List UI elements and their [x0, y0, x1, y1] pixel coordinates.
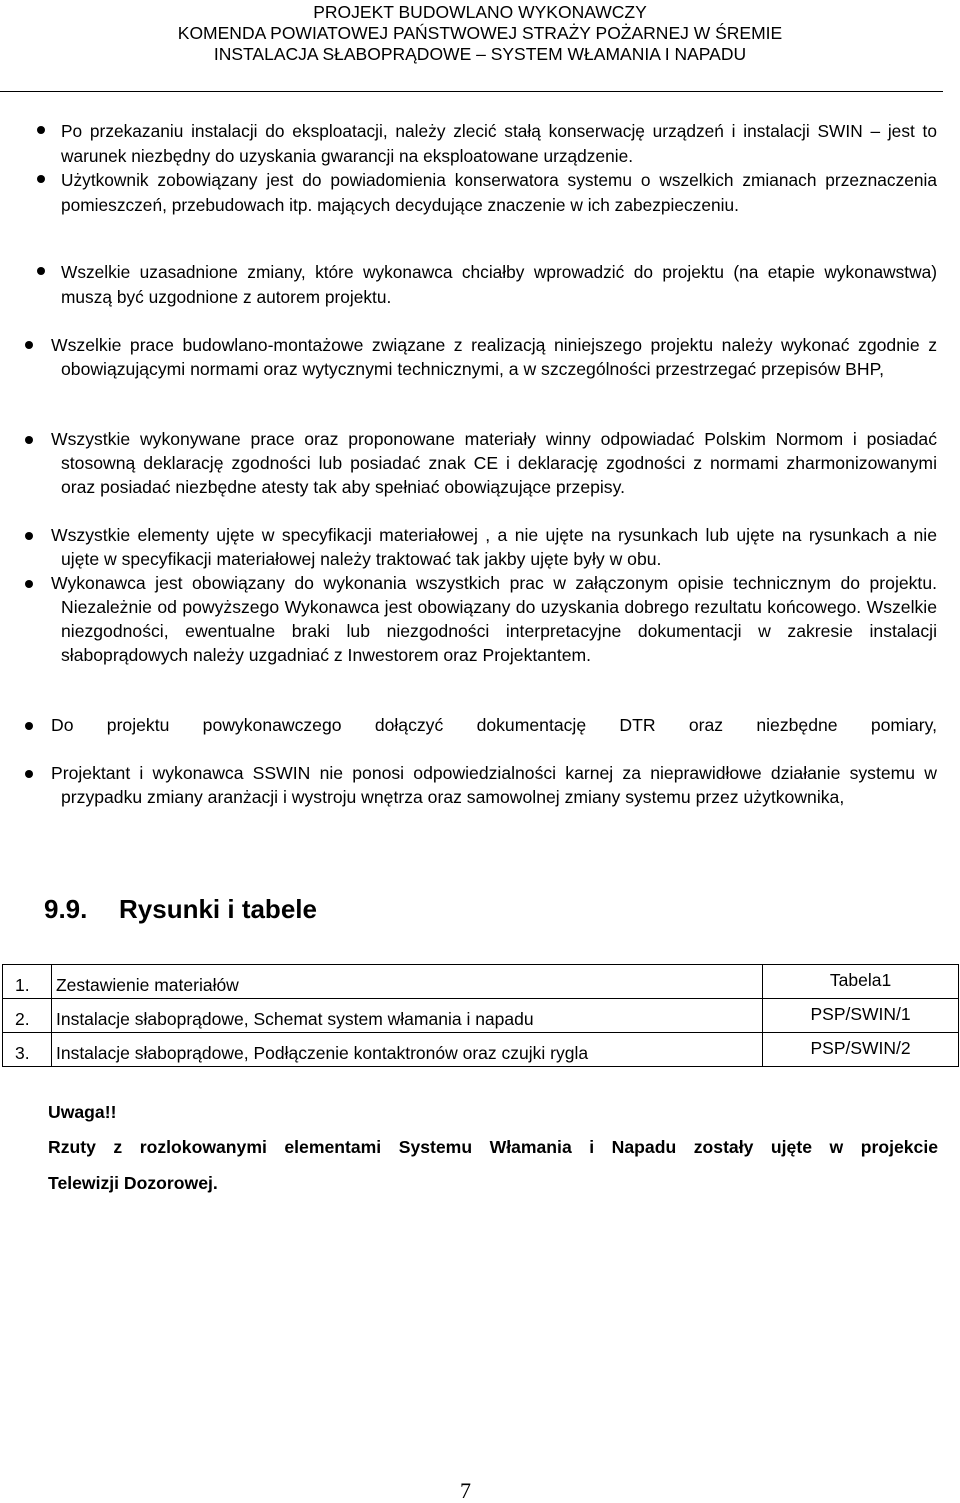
document-header	[0, 2, 960, 65]
table-cell-description: Instalacje słaboprądowe, Podłączenie kontaktronów oraz czujki rygla	[51, 1033, 762, 1067]
list-item-text: Użytkownik zobowiązany jest do powiadomienia konserwatora systemu o wszelkich zmianach przeznaczenia pomieszczeń, przebudowach itp. mających decydujące znaczenie w ich zabezpieczeniu.	[61, 170, 937, 215]
note-line-2: Telewizji Dozorowej.	[48, 1173, 218, 1193]
list-item-text: Po przekazaniu instalacji do eksploatacji, należy zlecić stałą konserwację urządzeń i instalacji SWIN – jest to warunek niezbędny do uzyskania gwarancji na eksploatowane urządzenie.	[61, 121, 937, 166]
table-cell-description: Zestawienie materiałów	[51, 965, 762, 999]
list-item-text: Wszelkie uzasadnione zmiany, które wykonawca chciałby wprowadzić do projektu (na etapie wykonawstwa) muszą być uzgodnione z autorem projektu.	[61, 262, 937, 307]
note-title: Uwaga!!	[48, 1102, 117, 1122]
bullet-icon	[37, 126, 45, 134]
list-item-text: Projektant i wykonawca SSWIN nie ponosi odpowiedzialności karnej za nieprawidłowe działanie systemu w przypadku zmiany aranżacji i wystroju wnętrza oraz samowolnej zmiany systemu przez użytkownika,	[51, 763, 937, 807]
table-cell-reference: PSP/SWIN/1	[763, 999, 959, 1033]
table-row	[3, 999, 959, 1033]
section-number: 9.9.	[44, 894, 88, 924]
table-cell-reference: PSP/SWIN/2	[763, 1033, 959, 1067]
bullet-icon	[25, 722, 33, 730]
table-cell-number: 1.	[3, 965, 52, 999]
drawings-table	[2, 964, 959, 1067]
bullet-icon	[25, 580, 33, 588]
table-cell-reference: Tabela1	[763, 965, 959, 999]
list-item-text: Wszystkie elementy ujęte w specyfikacji materiałowej , a nie ujęte na rysunkach lub ujęte na rysunkach a nie ujęte w specyfikacji materiałowej należy traktować tak jakby ujęte były w obu.	[51, 525, 937, 569]
bullet-icon	[37, 175, 45, 183]
bullet-icon	[25, 341, 33, 349]
table-cell-description: Instalacje słaboprądowe, Schemat system włamania i napadu	[51, 999, 762, 1033]
bullet-icon	[25, 436, 33, 444]
table-cell-number: 3.	[3, 1033, 52, 1067]
bullet-icon	[25, 532, 33, 540]
header-line-1: PROJEKT BUDOWLANO WYKONAWCZY	[313, 2, 647, 22]
list-item-text: Wszystkie wykonywane prace oraz proponowane materiały winny odpowiadać Polskim Normom i posiadać stosowną deklarację zgodności lub posiadać znak CE i deklarację zgodności z normami zharmonizowanymi oraz posiadać niezbędne atesty tak aby spełniać obowiązujące przepisy.	[51, 429, 937, 497]
table-row	[3, 965, 959, 999]
list-item-text: Wszelkie prace budowlano-montażowe związane z realizacją niniejszego projektu należy wykonać zgodnie z obowiązującymi normami oraz wytycznymi technicznymi, a w szczególności przestrzegać przepisów BHP,	[51, 335, 937, 379]
table-row	[3, 1033, 959, 1067]
bullet-icon	[25, 770, 33, 778]
table-cell-number: 2.	[3, 999, 52, 1033]
note-line-1: Rzuty z rozlokowanymi elementami Systemu Włamania i Napadu zostały ujęte w projekcie	[48, 1137, 938, 1157]
section-title: Rysunki i tabele	[119, 894, 317, 924]
page-number: 7	[460, 1478, 471, 1503]
bullet-icon	[37, 267, 45, 275]
list-item-text: Wykonawca jest obowiązany do wykonania wszystkich prac w załączonym opisie technicznym do projektu. Niezależnie od powyższego Wykonawca jest obowiązany do uzyskania dobrego rezultatu końcowego. Wszelkie niezgodności, ewentualne braki lub niezgodności interpretacyjne dokumentacji w zakresie instalacji słaboprądowych należy uzgadniać z Inwestorem oraz Projektantem.	[51, 573, 937, 665]
header-line-3: INSTALACJA SŁABOPRĄDOWE – SYSTEM WŁAMANIA I NAPADU	[213, 44, 747, 64]
list-item-text: Do projektu powykonawczego dołączyć dokumentację DTR oraz niezbędne pomiary,	[51, 715, 937, 735]
header-line-2: KOMENDA POWIATOWEJ PAŃSTWOWEJ STRAŻY POŻARNEJ W ŚREMIE	[177, 23, 783, 43]
section-heading	[44, 892, 317, 926]
header-divider	[0, 91, 943, 92]
